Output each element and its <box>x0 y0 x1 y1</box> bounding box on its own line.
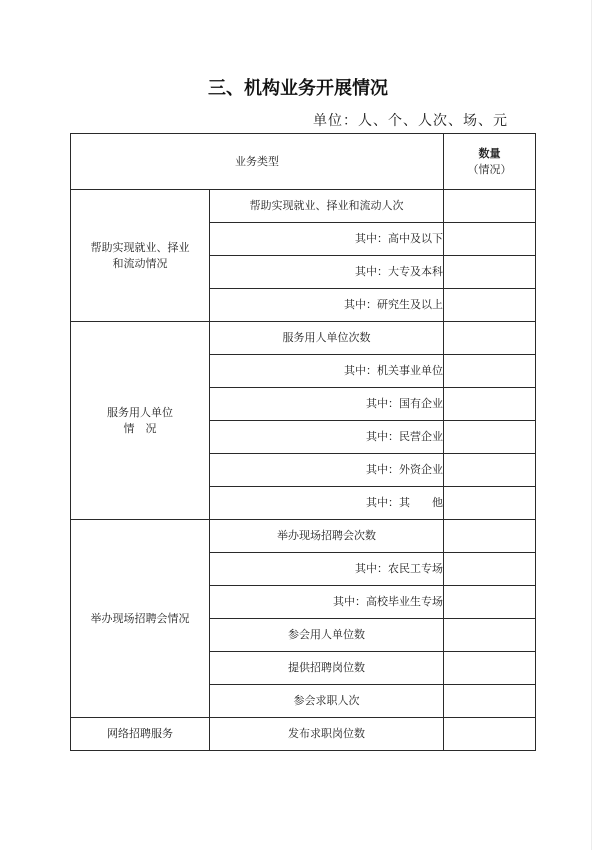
value-cell <box>444 619 536 652</box>
table-row <box>71 718 536 751</box>
table-row <box>71 520 536 553</box>
page-edge <box>591 0 592 850</box>
value-cell <box>444 652 536 685</box>
item-label: 其中：高中及以下 <box>210 223 444 256</box>
value-cell <box>444 289 536 322</box>
value-cell <box>444 487 536 520</box>
value-cell <box>444 322 536 355</box>
value-cell <box>444 685 536 718</box>
value-cell <box>444 256 536 289</box>
item-label: 其中：国有企业 <box>210 388 444 421</box>
group-label-job-fair <box>71 520 210 718</box>
group-label-employment <box>71 190 210 322</box>
item-label: 其中：机关事业单位 <box>210 355 444 388</box>
item-label: 其中：研究生及以上 <box>210 289 444 322</box>
value-cell <box>444 553 536 586</box>
table-row <box>71 322 536 355</box>
item-label: 提供招聘岗位数 <box>210 652 444 685</box>
unit-note: 单位：人、个、人次、场、元 <box>313 113 508 129</box>
business-table <box>70 133 536 751</box>
table-row <box>71 190 536 223</box>
item-label: 举办现场招聘会次数 <box>210 520 444 553</box>
item-label: 其中：高校毕业生专场 <box>210 586 444 619</box>
group-label-online-recruitment <box>71 718 210 751</box>
item-label: 其中：外资企业 <box>210 454 444 487</box>
item-label: 其中：大专及本科 <box>210 256 444 289</box>
header-quantity-line1: 数量 <box>478 146 501 160</box>
value-cell <box>444 586 536 619</box>
value-cell <box>444 190 536 223</box>
item-label: 发布求职岗位数 <box>210 718 444 751</box>
header-quantity-line2: （情况） <box>467 162 512 176</box>
item-label: 其中：其 他 <box>210 487 444 520</box>
group-label-line: 举办现场招聘会情况 <box>90 611 190 625</box>
value-cell <box>444 223 536 256</box>
group-label-line: 帮助实现就业、择业 <box>90 240 190 254</box>
section-title: 三、机构业务开展情况 <box>208 78 388 99</box>
group-label-line: 情 况 <box>123 421 157 435</box>
value-cell <box>444 718 536 751</box>
item-label: 其中：农民工专场 <box>210 553 444 586</box>
value-cell <box>444 355 536 388</box>
value-cell <box>444 421 536 454</box>
group-label-line: 和流动情况 <box>112 256 168 270</box>
header-business-type: 业务类型 <box>71 134 444 190</box>
item-label: 帮助实现就业、择业和流动人次 <box>210 190 444 223</box>
item-label: 其中：民营企业 <box>210 421 444 454</box>
value-cell <box>444 520 536 553</box>
item-label: 参会求职人次 <box>210 685 444 718</box>
value-cell <box>444 388 536 421</box>
header-row <box>71 134 536 190</box>
header-quantity <box>444 134 536 190</box>
group-label-line: 服务用人单位 <box>107 405 173 419</box>
group-label-employer-service <box>71 322 210 520</box>
item-label: 参会用人单位数 <box>210 619 444 652</box>
value-cell <box>444 454 536 487</box>
item-label: 服务用人单位次数 <box>210 322 444 355</box>
group-label-line: 网络招聘服务 <box>107 727 173 740</box>
